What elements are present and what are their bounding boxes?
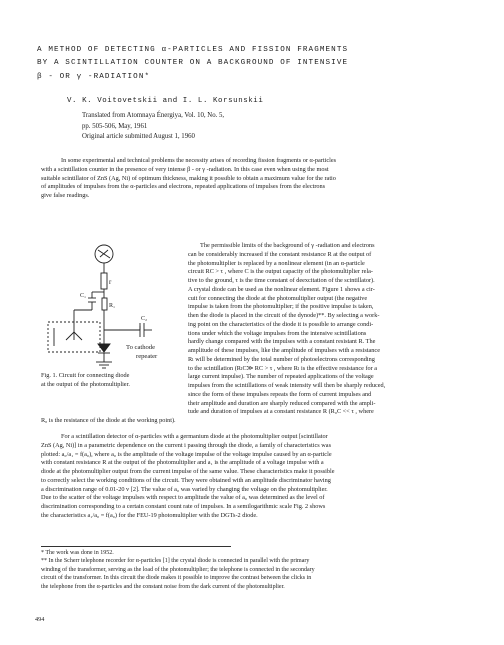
title-line: β - OR γ -RADIATION*: [37, 72, 151, 81]
translation-info: [82, 111, 402, 143]
label-c1: C₁: [80, 293, 87, 299]
text-line: their amplitude and duration are sharply reduced compared with the ampli-: [188, 399, 376, 407]
translation-line: Translated from Atomnaya Énergiya, Vol. 10, No. 5,: [82, 112, 225, 119]
resistor-r1-icon: [102, 298, 107, 310]
text-line: R₀ is the resistance of the diode at the working point).: [41, 417, 176, 424]
right-column-paragraph: [188, 242, 480, 417]
text-line: Due to the scatter of the voltage impulses with respect to amplitude the value of a₀ was determined as the level of: [41, 494, 325, 502]
label-repeater: repeater: [136, 353, 158, 360]
text-line: In some experimental and technical problems the necessity arises of recording fission fragments or α-particles: [61, 157, 337, 164]
figure-caption: [41, 372, 183, 389]
text-line: of amplitudes of impulses from the α-particles and electrons, repeated applications of impulses from the electrons: [41, 183, 326, 191]
text-line: hardly change compared with the impulses with a constant resistant R. The: [188, 338, 376, 346]
text-line: tions under which the voltage impulses from the intensive scintillations: [188, 329, 367, 337]
text-line: cuit for connecting the diode at the photomultiplier output (the negative: [188, 294, 368, 302]
footnote-2-line: circuit of the transformer. In this circuit the diode makes it possible to improve the contrast between the clicks in: [41, 575, 312, 582]
text-line: a discrimination range of 0.01-20 v [2]. The value of a₀ was varied by changing the voltage on the photomultiplier.: [41, 485, 328, 493]
footnote-2-line: winding of the transformer, serving as the load of the photomultiplier; the telephone is connected in the secondary: [41, 566, 315, 573]
footnote-2-line: ** In the Scherr telephone recorder for α-particles [1] the crystal diode is connected in parallel with the primary: [41, 558, 310, 565]
text-line: then the diode is placed in the circuit of the dynode)**. By selecting a work-: [188, 312, 380, 319]
text-line: ing point on the characteristics of the diode it is possible to arrange condi-: [188, 320, 374, 328]
text-line: with a scintillation counter in the presence of very intense β - or γ -radiation. In this case even when using the most: [41, 165, 329, 173]
label-r: r: [109, 278, 112, 286]
text-line: large current impulse). The number of repeated applications of the voltage: [188, 373, 374, 381]
footnote-rule: [41, 546, 231, 547]
text-line: A crystal diode can be used as the nonlinear element. Figure 1 shows a cir-: [188, 285, 375, 293]
page-number: 494: [35, 616, 45, 623]
circuit-figure: [40, 240, 190, 372]
label-c2: C₂: [141, 316, 148, 322]
text-line: the characteristics a₁/a₀ = f(a₀) for the FEU-19 photomultiplier with the DGTs-2 diode.: [41, 511, 258, 519]
continuation-line: [41, 417, 477, 426]
resistor-r-icon: [101, 273, 107, 289]
text-line: diode at the photomultiplier output from the current impulse of the same value. These characteristics make it possible: [41, 468, 335, 475]
title-line: A METHOD OF DETECTING α-PARTICLES AND FISSION FRAGMENTS: [37, 46, 349, 54]
footnotes: [41, 549, 481, 591]
second-paragraph: [41, 433, 477, 521]
text-line: since the form of these impulses repeats the form of current impulses and: [188, 390, 372, 398]
footnote-2-line: the telephone from the α-particles and the constant noise from the dark current of the photomultiplier.: [41, 583, 285, 590]
article-title: [37, 44, 477, 84]
translation-line: pp. 505-506, May, 1961: [82, 122, 148, 130]
text-line: Rₗ will be determined by the total number of photoelectrons corresponding: [188, 355, 375, 363]
authors: V. K. Voitovetskii and I. L. Korsunskii: [67, 97, 264, 105]
intro-paragraph: [41, 157, 477, 201]
text-line: suitable scintillator of ZnS (Ag, Ni) of optimum thickness, making it possible to obtain a maximum value for the ratio: [41, 174, 336, 182]
caption-line: at the output of the photomultiplier.: [41, 380, 130, 388]
text-line: can be considerably increased if the constant resistance R at the output of: [188, 250, 372, 258]
text-line: give false readings.: [41, 192, 90, 199]
label-to-cathode: To cathode: [126, 344, 156, 351]
text-line: tude and duration of impulses at a constant resistance R (R₀C << τ , where: [188, 408, 374, 416]
label-r1: R₁: [109, 303, 116, 309]
text-line: amplitude of these impulses, like the amplitude of impulses with a resistance: [188, 347, 380, 354]
text-line: impulses from the scintillations of weak intensity will then be sharply reduced,: [188, 382, 386, 389]
text-line: The permissible limits of the background of γ -radiation and electrons: [200, 242, 375, 249]
text-line: tive to the ground, τ is the time constant of deexcitation of the scintillator).: [188, 277, 375, 284]
text-line: For a scintillation detector of α-particles with a germanium diode at the photomultiplier output [scintillator: [61, 433, 328, 440]
text-line: with constant resistance R at the output of the photomultiplier and a₁ is the amplitude of a voltage impulse with a: [41, 459, 324, 467]
text-line: plotted: a₀/a₁ = f(a₀), where a₀ is the amplitude of the voltage impulse of the voltage impulse caused by an α-particle: [41, 450, 332, 458]
text-line: circuit RC > τ , where C is the output capacity of the photomultiplier rela-: [188, 268, 373, 276]
translation-line: Original article submitted August 1, 1960: [82, 133, 195, 141]
text-line: impulse is taken from the photomultiplier; if the positive impulse is taken,: [188, 303, 374, 311]
text-line: discrimination corresponding to a certain constant count rate of impulses. In a semilogarithmic scale Fig. 2 shows: [41, 503, 326, 510]
footnote-1: * The work was done in 1952.: [41, 550, 114, 556]
caption-line: Fig. 1. Circuit for connecting diode: [41, 372, 130, 379]
text-line: the photomultiplier is replaced by a nonlinear element (in an α-particle: [188, 259, 365, 267]
text-line: to the scintillation (RₗC≫ RC > τ , where Rₗ is the effective resistance for a: [188, 364, 378, 372]
title-line: BY A SCINTILLATION COUNTER ON A BACKGROUND OF INTENSIVE: [37, 59, 349, 68]
text-line: ZnS (Ag, Ni)] in a parametric dependence on the current i passing through the diode, a family of characteristics was: [41, 441, 332, 449]
text-line: to correctly select the working conditions of the circuit. They were obtained with an amplitude discriminator having: [41, 476, 331, 484]
